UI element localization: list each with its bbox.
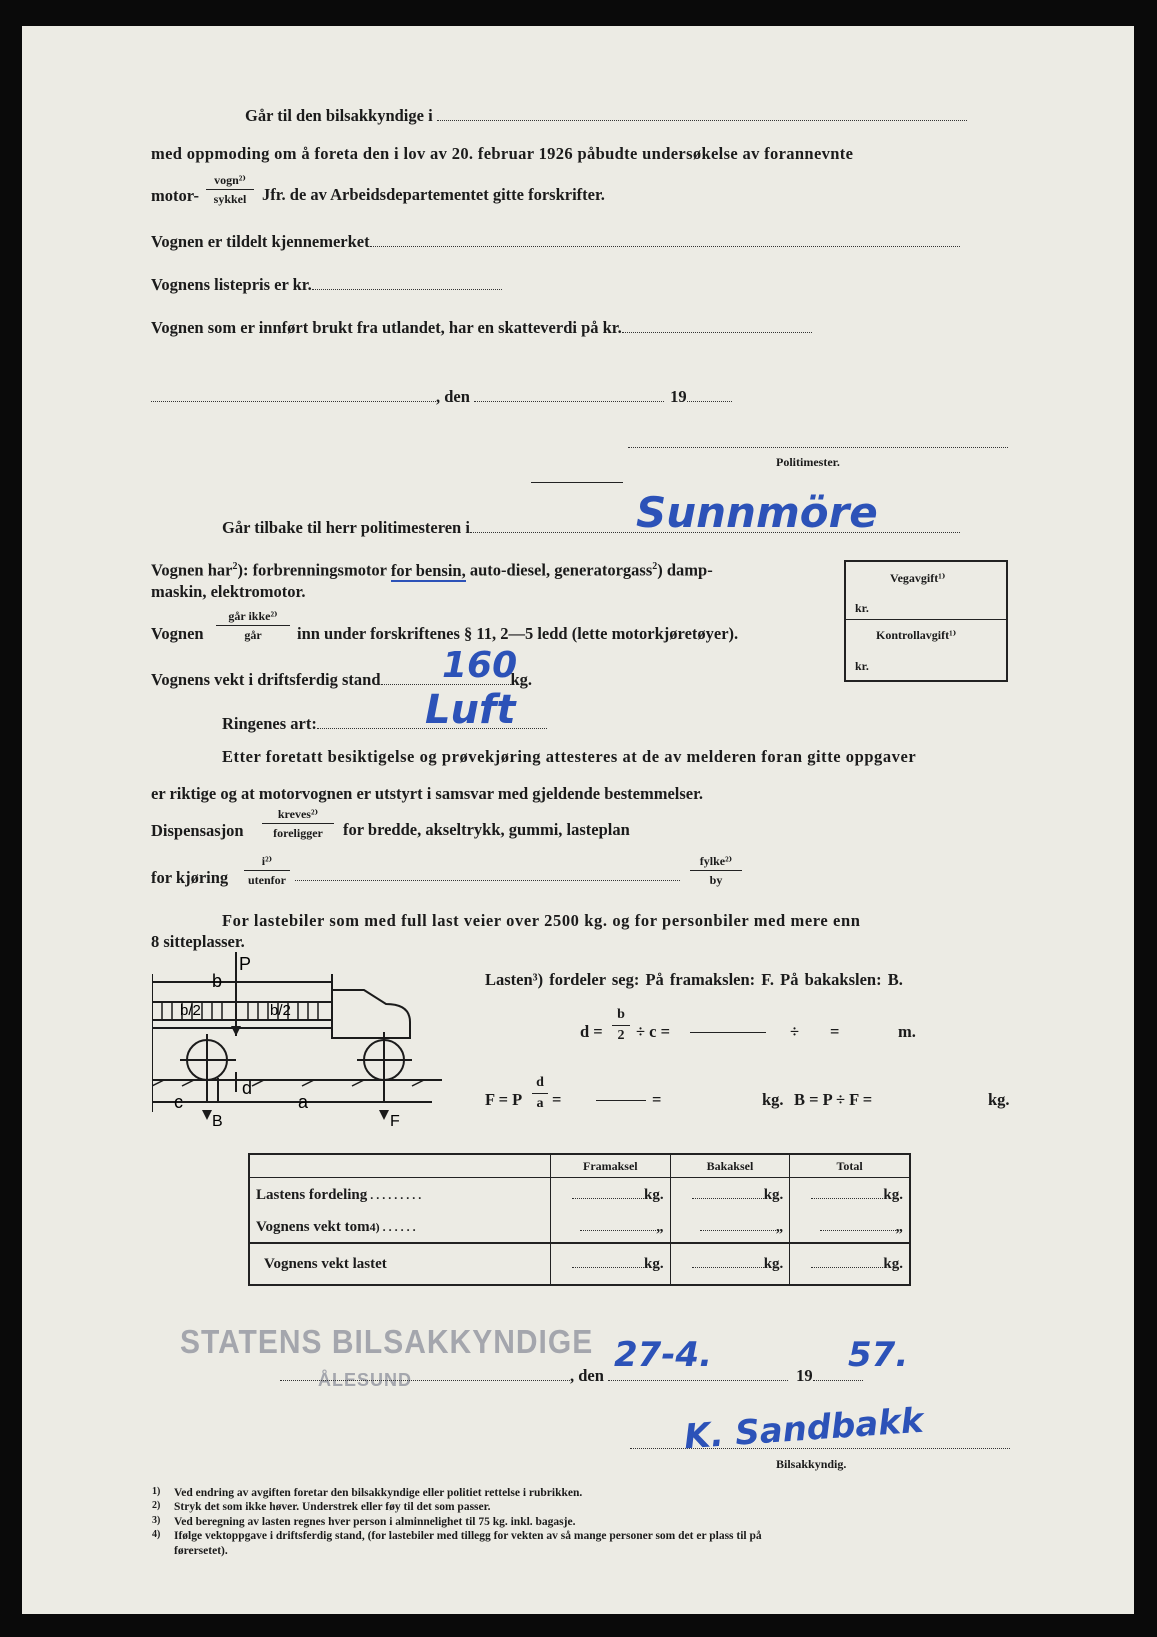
handwritten-rings: Luft [425, 687, 516, 733]
light-suffix: inn under forskriftenes § 11, 2—5 ledd (lette motorkjøretøyer). [297, 624, 739, 643]
label-b: b [212, 971, 223, 991]
destination-label: Går til den bilsakkyndige i [245, 106, 433, 125]
table-row [249, 1212, 910, 1243]
cell-total-fordeling[interactable]: kg. [883, 1186, 903, 1203]
footnote: førersetet). [174, 1544, 228, 1557]
kreves-fraction: kreves²⁾ foreligger [262, 808, 334, 839]
separator-line [531, 482, 623, 483]
f-unit: kg. [762, 1090, 784, 1109]
list-price-line [151, 275, 502, 294]
d-equals: = [830, 1022, 840, 1041]
driving-prefix: for kjøring [151, 868, 229, 887]
b-formula: B = P ÷ F = [794, 1090, 873, 1109]
header-total: Total [790, 1154, 910, 1178]
f-formula-lhs: F = P [485, 1090, 523, 1109]
driving-area-field[interactable] [295, 880, 680, 881]
d-formula-lhs: d = [580, 1022, 603, 1041]
engine-line-2: maskin, elektromotor. [151, 582, 306, 601]
motor-prefix: motor- [151, 186, 199, 205]
row-label-lastens-fordeling: Lastens fordeling [256, 1186, 368, 1203]
light-prefix: Vognen [151, 624, 204, 643]
cell-framaksel-fordeling[interactable]: kg. [644, 1186, 664, 1203]
police-year-field[interactable] [687, 387, 732, 402]
cell-bakaksel-fordeling[interactable]: kg. [763, 1186, 784, 1203]
handwritten-weight: 160 [442, 645, 518, 686]
police-date-line [151, 387, 732, 406]
table-row [249, 1243, 910, 1285]
label-c: c [174, 1092, 183, 1112]
gar-fraction: går ikke²⁾ går [216, 610, 290, 641]
destination-field[interactable] [437, 106, 967, 121]
police-place-field[interactable] [151, 387, 436, 402]
attest-line-1: Etter foretatt besiktigelse og prøvekjøring attesteres at de av melderen foran gitte oppgaver [222, 747, 917, 766]
vogn-sykkel-fraction: vogn²⁾ sykkel [206, 174, 254, 205]
year-label: 19 [670, 387, 687, 406]
police-date-field[interactable] [474, 387, 664, 402]
label-a: a [298, 1092, 309, 1112]
label-d: d [242, 1078, 253, 1098]
i-utenfor-fraction: i²⁾ utenfor [244, 855, 290, 886]
cell-total-tom[interactable]: „ [895, 1218, 903, 1235]
d-unit: m. [898, 1022, 916, 1041]
weight-line: Vognens vekt i driftsferdig stand kg. [151, 670, 533, 689]
d-minus: ÷ [790, 1022, 800, 1041]
cell-framaksel-lastet[interactable]: kg. [644, 1255, 664, 1272]
list-price-label: Vognens listepris er kr. [151, 275, 312, 294]
label-B: B [212, 1113, 223, 1128]
dispensation-suffix: for bredde, akseltrykk, gummi, lasteplan [343, 820, 630, 839]
axle-distribution-table [248, 1153, 911, 1286]
politimester-title: Politimester. [776, 455, 840, 469]
attest-line-2: er riktige og at motorvognen er utstyrt i samsvar med gjeldende bestemmelser. [151, 784, 704, 803]
f-equals-2: = [652, 1090, 662, 1109]
row-leader-2: 4) . . . . . . [369, 1219, 416, 1234]
fuel-underline: for bensin, [390, 560, 466, 580]
f-fraction-field[interactable] [596, 1100, 646, 1101]
d-over-a-fraction: $\frac{d}{a}$ [532, 1076, 548, 1111]
table-corner [249, 1154, 551, 1178]
footnote: 3) Ved beregning av lasten regnes hver person i alminnelighet til 75 kg. inkl. bagasje. [152, 1514, 576, 1528]
handwritten-date: 27-4. [614, 1335, 712, 1375]
police-signature-field[interactable] [628, 447, 1008, 448]
footnotes [152, 1486, 1022, 1558]
kontrollavgift-kr[interactable]: kr. [855, 659, 869, 673]
return-label: Går tilbake til herr politimesteren i [222, 518, 470, 537]
vegavgift-kr[interactable]: kr. [855, 601, 869, 615]
destination-line [245, 106, 967, 125]
row-label-vekt-lastet: Vognens vekt lastet [264, 1255, 387, 1272]
cell-bakaksel-lastet[interactable]: kg. [763, 1255, 784, 1272]
b-over-2-fraction: $\frac{b}{2}$ [612, 1008, 630, 1043]
inspection-place-field[interactable] [280, 1366, 570, 1381]
truck-rule-line-2: 8 sitteplasser. [151, 932, 245, 951]
list-price-field[interactable] [312, 275, 502, 290]
d-value-field[interactable] [690, 1032, 766, 1033]
dispensation-prefix: Dispensasjon [151, 821, 244, 840]
fees-box [844, 560, 1008, 682]
registration-field[interactable] [370, 232, 960, 247]
registration-line [151, 232, 960, 251]
b-unit: kg. [988, 1090, 1010, 1109]
row-leader-1: . . . . . . . . . [367, 1187, 422, 1202]
regulations-text: Jfr. de av Arbeidsdepartementet gitte forskrifter. [262, 185, 605, 204]
bilsakkyndig-title: Bilsakkyndig. [776, 1457, 847, 1471]
engine-line: Vognen har$^2$): forbrenningsmotor for bensin, auto-diesel, generatorgass$^2$) damp- [151, 560, 713, 580]
cell-bakaksel-tom[interactable]: „ [775, 1218, 784, 1235]
tax-value-line [151, 318, 812, 337]
header-framaksel: Framaksel [551, 1154, 671, 1178]
registration-label: Vognen er tildelt kjennemerket [151, 232, 370, 251]
row-label-vekt-tom: Vognens vekt tom [256, 1218, 370, 1235]
f-equals-1: = [552, 1090, 562, 1109]
fylke-by-fraction: fylke²⁾ by [690, 855, 742, 886]
truck-load-diagram [152, 952, 452, 1128]
header-bakaksel: Bakaksel [670, 1154, 790, 1178]
cell-total-lastet[interactable]: kg. [883, 1255, 903, 1272]
tax-value-label: Vognen som er innført brukt fra utlandet, har en skatteverdi på kr. [151, 318, 622, 337]
label-P: P [239, 954, 252, 974]
handwritten-year: 57. [848, 1335, 909, 1375]
office-stamp: STATENS BILSAKKYNDIGE [180, 1324, 594, 1361]
label-F: F [390, 1113, 400, 1128]
footnote: 4) Ifølge vektoppgave i driftsferdig stand, (for lastebiler med tillegg for vekten av så mange personer som det er plass til på [152, 1529, 762, 1543]
office-stamp-city: ÅLESUND [318, 1370, 413, 1390]
inspector-signature: K. Sandbakk [682, 1400, 925, 1458]
tax-value-field[interactable] [622, 318, 812, 333]
footnote: 2) Stryk det som ikke høver. Understrek eller føy til det som passer. [152, 1500, 491, 1514]
truck-rule-line-1: For lastebiler som med full last veier over 2500 kg. og for personbiler med mere enn [222, 911, 861, 930]
label-b-half-right: b/2 [270, 1002, 291, 1019]
load-distribution-heading: Lasten³) fordeler seg: På framakslen: F. På bakakslen: B. [485, 970, 903, 989]
rings-line: Ringenes art: [222, 714, 547, 733]
vegavgift-label: Vegavgift¹⁾ [890, 571, 946, 585]
table-row [249, 1178, 910, 1213]
request-text: med oppmoding om å foreta den i lov av 20. februar 1926 påbudte undersøkelse av forannevnte [151, 144, 854, 163]
cell-framaksel-tom[interactable]: „ [656, 1218, 664, 1235]
handwritten-sunnmore: Sunnmöre [636, 488, 878, 537]
label-b-half-left: b/2 [180, 1002, 201, 1019]
kontrollavgift-label: Kontrollavgift¹⁾ [876, 628, 957, 642]
inspection-date-line: , den 19 [280, 1366, 863, 1385]
den-label: , den [436, 387, 470, 406]
footnote: 1) Ved endring av avgiften foretar den bilsakkyndige eller politiet rettelse i rubrikken. [152, 1486, 583, 1499]
d-formula-rest: ÷ c = [636, 1022, 671, 1041]
